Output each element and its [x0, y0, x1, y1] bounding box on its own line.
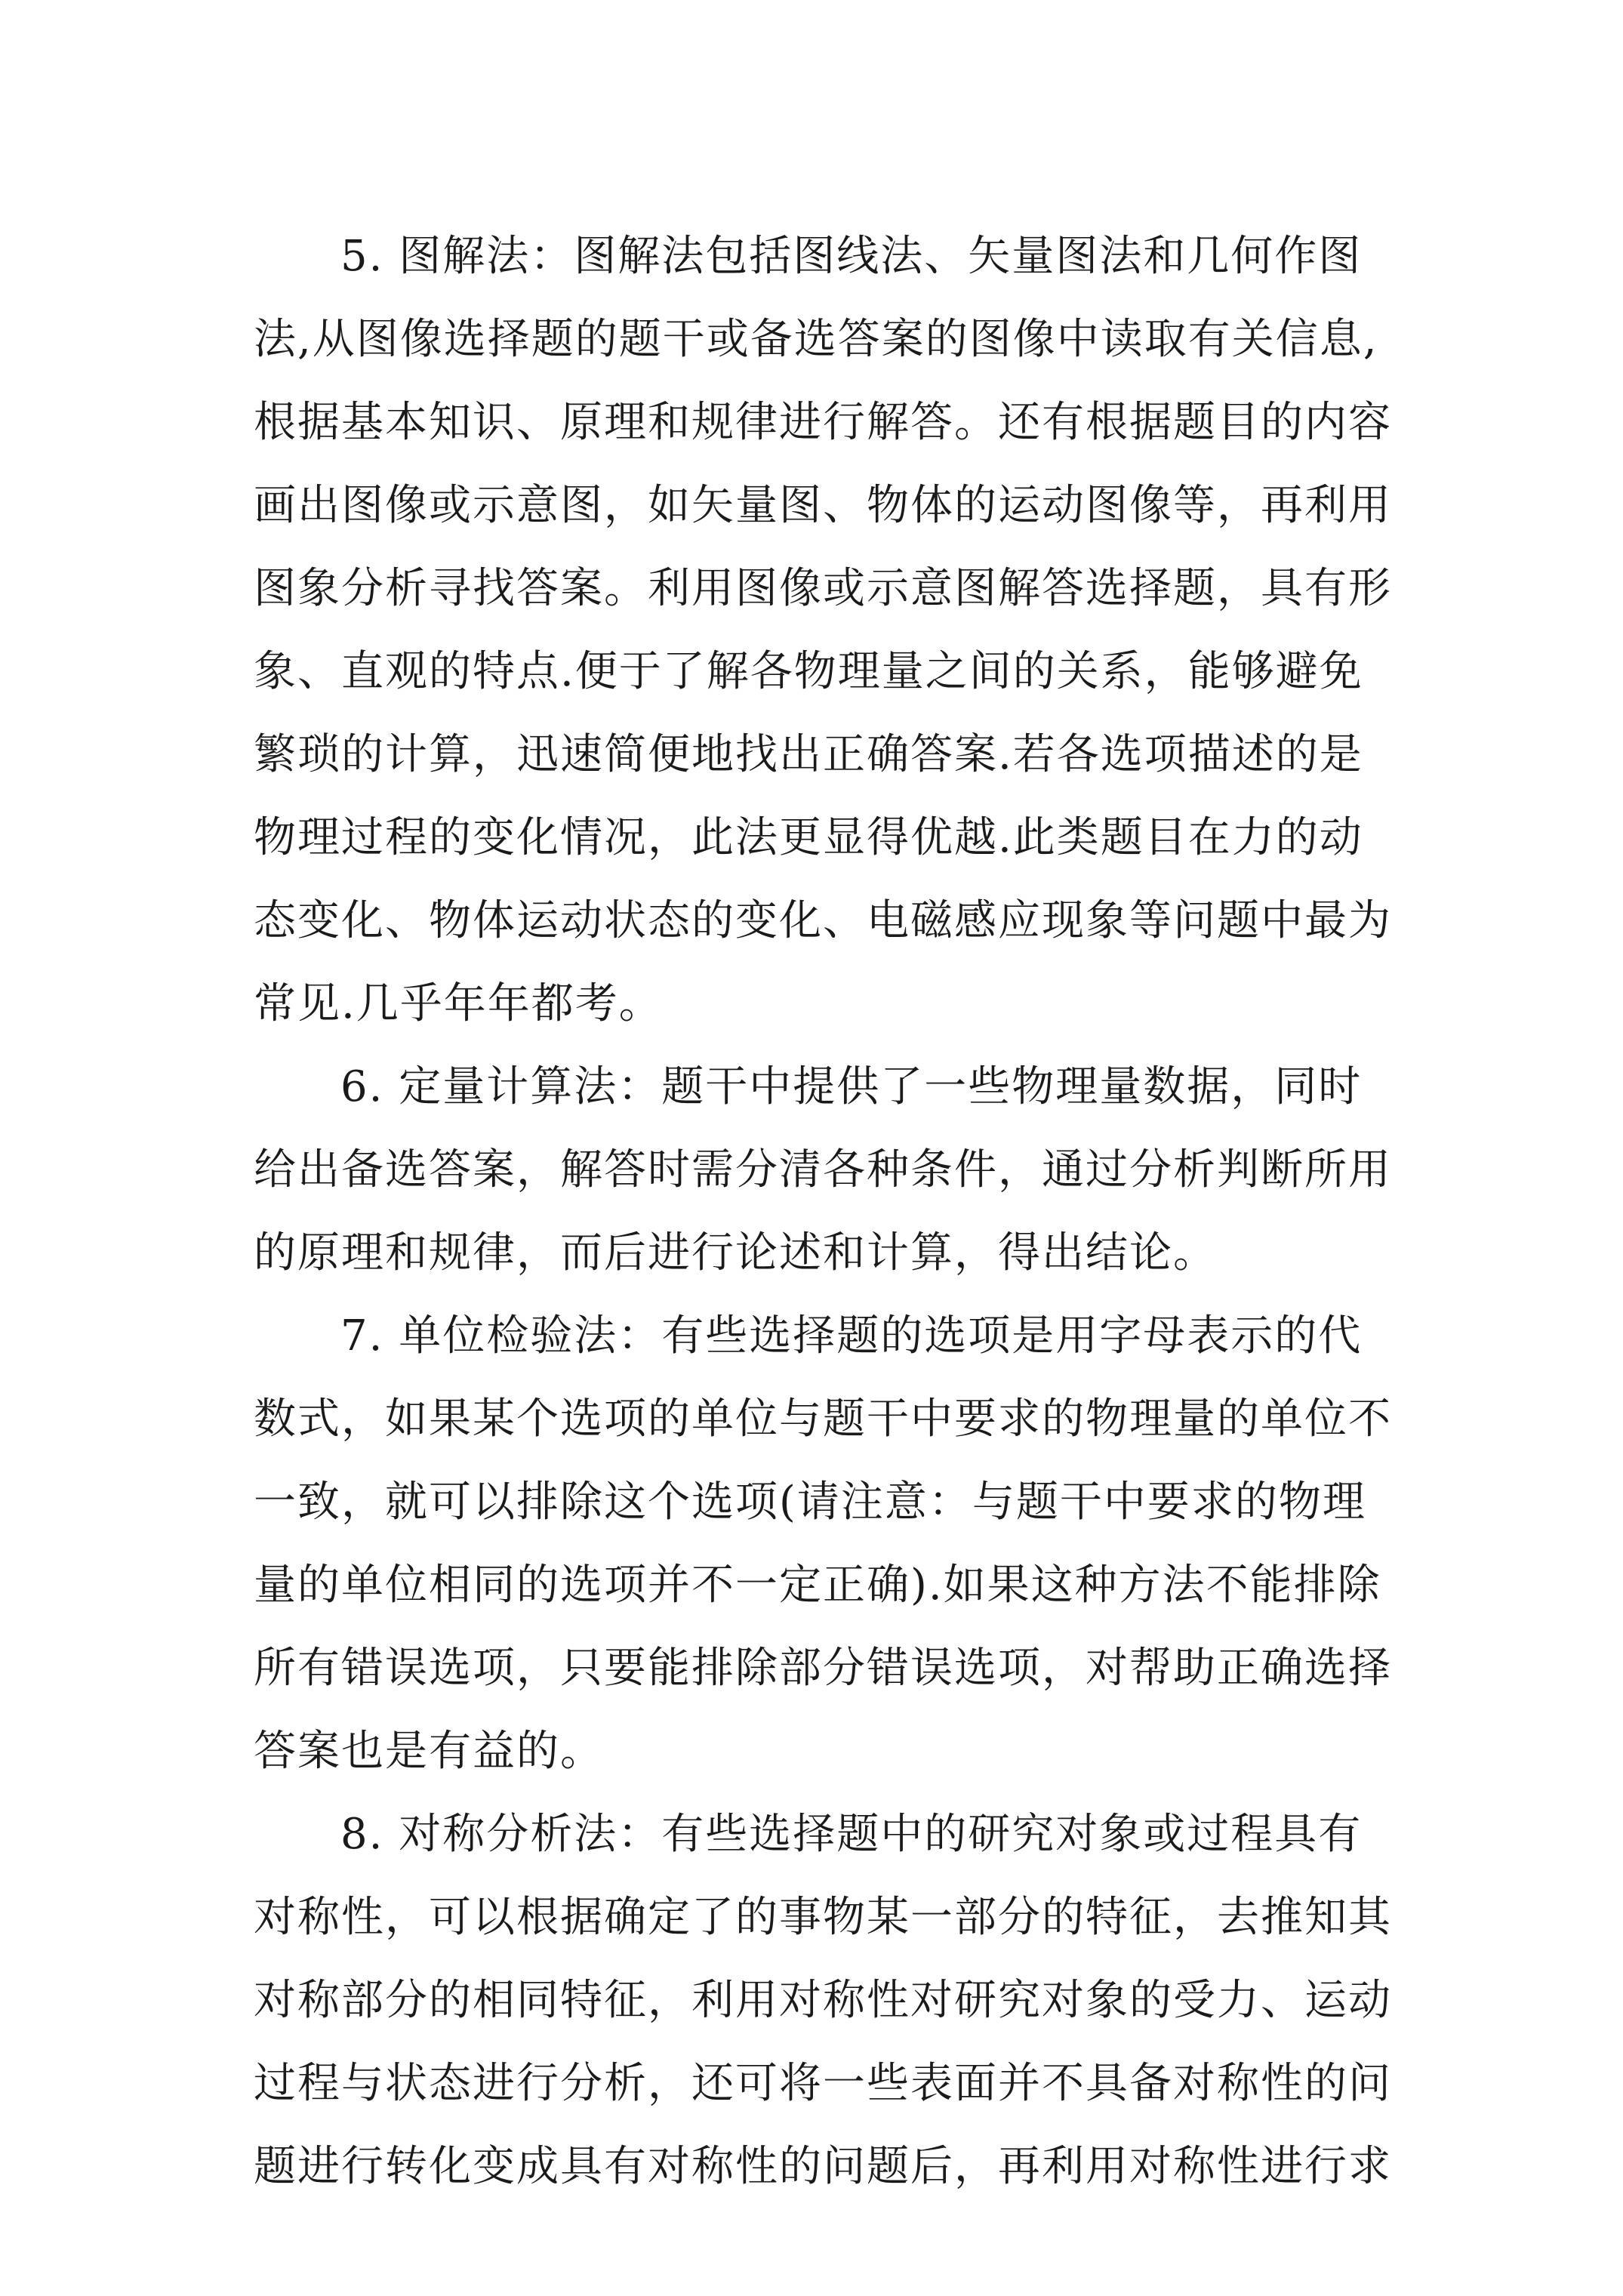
- text-line: 8. 对称分析法：有些选择题中的研究对象或过程具有: [340, 1810, 1363, 1859]
- paragraph-method-6: [254, 1046, 1392, 1295]
- text-line: 常见.几乎年年都考。: [254, 979, 663, 1028]
- paragraph-method-7: [254, 1295, 1392, 1793]
- text-line: 象、直观的特点.便于了解各物理量之间的关系，能够避免: [254, 647, 1363, 696]
- text-line: 题进行转化变成具有对称性的问题后，再利用对称性进行求: [254, 2142, 1392, 2191]
- paragraph-method-8: [254, 1793, 1392, 2208]
- text-line: 法,从图像选择题的题干或备选答案的图像中读取有关信息,: [254, 315, 1378, 364]
- text-line: 对称性，可以根据确定了的事物某一部分的特征，去推知其: [254, 1893, 1392, 1942]
- text-line: 图象分析寻找答案。利用图像或示意图解答选择题，具有形: [254, 564, 1392, 613]
- text-line: 一致，就可以排除这个选项(请注意：与题干中要求的物理: [254, 1478, 1366, 1527]
- text-line: 数式，如果某个选项的单位与题干中要求的物理量的单位不: [254, 1395, 1392, 1444]
- paragraph-method-5: [254, 215, 1392, 1046]
- text-line: 7. 单位检验法：有些选择题的选项是用字母表示的代: [340, 1311, 1363, 1361]
- text-line: 态变化、物体运动状态的变化、电磁感应现象等问题中最为: [254, 896, 1392, 945]
- body-text: [254, 215, 1392, 2208]
- text-line: 根据基本知识、原理和规律进行解答。还有根据题目的内容: [254, 398, 1392, 447]
- text-line: 6. 定量计算法：题干中提供了一些物理量数据，同时: [340, 1062, 1363, 1111]
- text-line: 过程与状态进行分析，还可将一些表面并不具备对称性的问: [254, 2059, 1392, 2108]
- text-line: 所有错误选项，只要能排除部分错误选项，对帮助正确选择: [254, 1644, 1392, 1693]
- text-line: 画出图像或示意图，如矢量图、物体的运动图像等，再利用: [254, 481, 1392, 530]
- text-line: 繁琐的计算，迅速简便地找出正确答案.若各选项描述的是: [254, 730, 1363, 779]
- text-line: 量的单位相同的选项并不一定正确).如果这种方法不能排除: [254, 1561, 1381, 1610]
- text-line: 对称部分的相同特征，利用对称性对研究对象的受力、运动: [254, 1976, 1392, 2025]
- text-line: 的原理和规律，而后进行论述和计算，得出结论。: [254, 1228, 1217, 1277]
- text-line: 5. 图解法：图解法包括图线法、矢量图法和几何作图: [340, 232, 1363, 281]
- text-line: 给出备选答案，解答时需分清各种条件，通过分析判断所用: [254, 1145, 1392, 1194]
- text-line: 答案也是有益的。: [254, 1727, 604, 1776]
- text-line: 物理过程的变化情况，此法更显得优越.此类题目在力的动: [254, 813, 1363, 862]
